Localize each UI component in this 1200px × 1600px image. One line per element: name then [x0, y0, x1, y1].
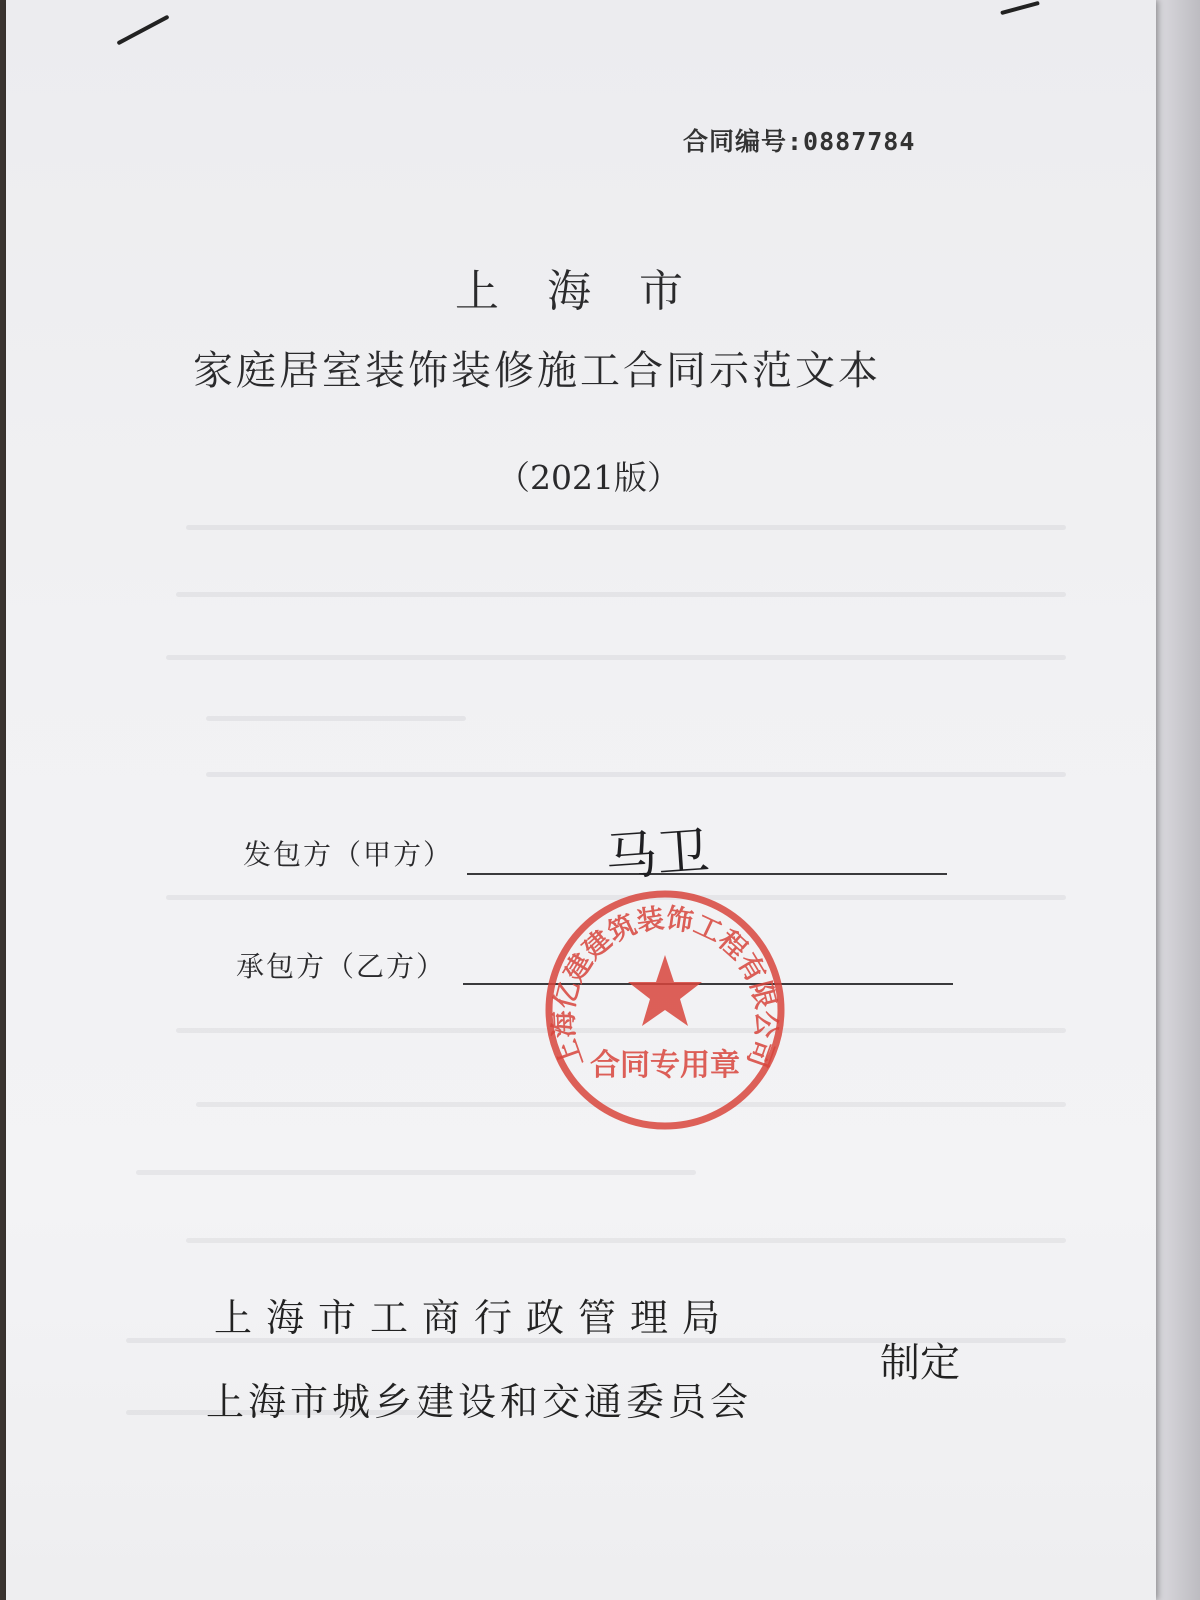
bleed-through-line: [206, 772, 1066, 777]
bleed-through-line: [206, 716, 466, 721]
seal-company-name: 上海亿建建筑装饰工程有限公司: [548, 903, 782, 1072]
edition-label: （2021版）: [497, 458, 680, 497]
bleed-through-line: [186, 1238, 1066, 1243]
issued-label: 制定: [880, 1340, 960, 1386]
contract-cover-page: [6, 0, 1156, 1600]
bleed-through-line: [166, 655, 1066, 660]
bleed-through-line: [136, 1170, 696, 1175]
document-title: 家庭居室装饰装修施工合同示范文本: [193, 348, 881, 394]
party-a-label: 发包方（甲方）: [243, 838, 454, 871]
contract-number: 合同编号:0887784: [683, 127, 916, 156]
issuer-2: 上海市城乡建设和交通委员会: [206, 1380, 753, 1424]
seal-star-icon: [628, 955, 702, 1026]
party-b-label: 承包方（乙方）: [236, 950, 447, 983]
bleed-through-line: [176, 592, 1066, 597]
seal-type-label: 合同专用章: [590, 1048, 740, 1083]
company-seal-stamp: [540, 885, 790, 1135]
issuer-1: 上海市工商行政管理局: [214, 1296, 735, 1340]
party-a-signature: 马卫: [603, 821, 712, 889]
city-heading: 上海市: [455, 266, 731, 317]
bleed-through-line: [186, 525, 1066, 530]
